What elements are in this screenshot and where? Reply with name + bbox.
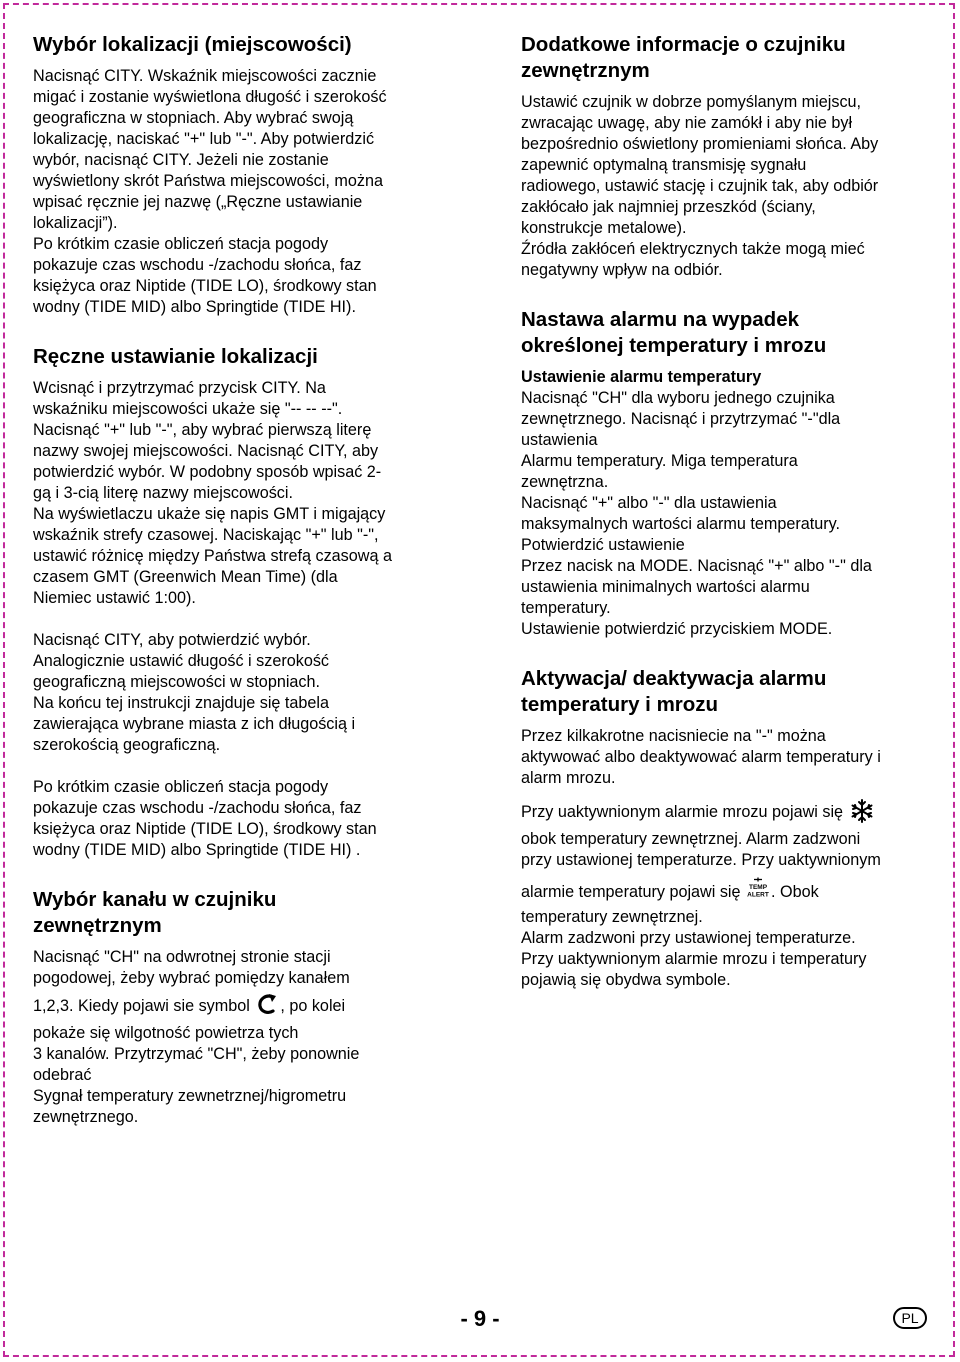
- alarm-activation-text-4: temperatury zewnętrznej. Alarm zadzwoni przy ustawionej temperaturze. Przy uaktywnionym alarmie mrozu i temperatury pojawią się obydwa symbole.: [521, 908, 867, 989]
- section-title-location-selection: Wybór lokalizacji (miejscowości): [33, 33, 352, 56]
- manual-location-text-3: Po krótkim czasie obliczeń stacja pogody pokazuje czas wschodu -/zachodu słońca, faz księżyca oraz Niptide (TIDE LO), środkowy stan wodny (TIDE MID) albo Springtide (TIDE HI) .: [33, 778, 377, 859]
- channel-selection-text-2b: , po kolei: [280, 997, 346, 1015]
- section-title-channel-selection: Wybór kanału w czujniku zewnętrznym: [33, 888, 277, 937]
- temp-alert-icon: [747, 877, 769, 907]
- alarm-activation-text-3: [521, 877, 941, 907]
- channel-scroll-arrow-icon: [256, 993, 278, 1023]
- section-title-sensor-info: Dodatkowe informacje o czujniku zewnętrznym: [521, 33, 846, 82]
- channel-selection-text-1: Nacisnąć "CH" na odwrotnej stronie stacji pogodowej, żeby wybrać pomiędzy kanałem: [33, 948, 350, 987]
- alarm-activation-text-3b: . Obok: [771, 883, 819, 901]
- alarm-setting-subtitle: Ustawienie alarmu temperatury: [521, 368, 762, 386]
- manual-location-text-1: Wcisnąć i przytrzymać przycisk CITY. Na wskaźniku miejscowości ukaże się "-- -- --". Nacisnąć "+" lub "-", aby wybrać pierwszą literę nazwy swojej miejscowości. Nacisnąć CITY, aby potwierdzić wybór. W podobny sposób wpisać 2- gą i 3-cią literę nazwy miejscowości. Na wyświetlaczu ukaże się napis GMT i migający wskaźnik strefy czasowej. Naciskając "+" lub "-", ustawić różnicę między Państwa strefą czasową a czasem GMT (Greenwich Mean Time) (dla Niemiec ustawić 1:00).: [33, 379, 392, 607]
- sensor-info-text: Ustawić czujnik w dobrze pomyślanym miejscu, zwracając uwagę, aby nie zamókł i aby nie był bezpośrednio oświetlony promieniami słońca. Aby zapewnić optymalną transmisję sygnału radiowego, ustawić stację i czujnik tak, aby odbiór zakłócało jak najmniej przeszkód (ściany, konstrukcje metalowe). Źródła zakłóceń elektrycznych także mogą mieć negatywny wpływ na odbiór.: [521, 93, 879, 279]
- alarm-activation-text-2a: Przy uaktywnionym alarmie mrozu pojawi się: [521, 803, 848, 821]
- snowflake-icon: [850, 799, 874, 829]
- page-number: - 9 -: [460, 1306, 500, 1331]
- channel-selection-text-3: pokaże się wilgotność powietrza tych 3 kanalów. Przytrzymać "CH", żeby ponownie odebrać Sygnał temperatury zewnetrznej/higrometru zewnętrznego.: [33, 1024, 360, 1126]
- temp-alert-icon-text-1: TEMP: [749, 884, 768, 891]
- alarm-activation-text-2b: obok temperatury zewnętrznej. Alarm zadzwoni przy ustawionej temperaturze. Przy uaktywnionym: [521, 830, 881, 869]
- manual-location-text-2: Nacisnąć CITY, aby potwierdzić wybór. Analogicznie ustawić długość i szerokość geograficzną miejscowości w stopniach. Na końcu tej instrukcji znajduje się tabela zawierająca wybrane miasta z ich długością i szerokością geograficzną.: [33, 631, 356, 754]
- section-title-manual-location: Ręczne ustawianie lokalizacji: [33, 345, 318, 368]
- language-badge: PL: [893, 1307, 927, 1329]
- location-selection-text-2: Po krótkim czasie obliczeń stacja pogody pokazuje czas wschodu -/zachodu słońca, faz księżyca oraz Niptide (TIDE LO), środkowy stan wodny (TIDE MID) albo Springtide (TIDE HI).: [33, 235, 377, 316]
- alarm-setting-text: Nacisnąć "CH" dla wyboru jednego czujnika zewnętrznego. Nacisnąć i przytrzymać "-"dla ustawienia Alarmu temperatury. Miga temperatura zewnętrzna. Nacisnąć "+" albo "-" dla ustawienia maksymalnych wartości alarmu temperatury. Potwierdzić ustawienie Przez nacisk na MODE. Nacisnąć "+" albo "-" dla ustawienia minimalnych wartości alarmu temperatury. Ustawienie potwierdzić przyciskiem MODE.: [521, 389, 872, 638]
- alarm-activation-text-2: [521, 799, 941, 871]
- section-title-alarm-setting: Nastawa alarmu na wypadek określonej temperatury i mrozu: [521, 308, 827, 357]
- left-column: [33, 32, 463, 1128]
- channel-selection-text-2: [33, 993, 463, 1023]
- temp-alert-icon-text-2: ALERT: [747, 891, 769, 899]
- alarm-activation-text-1: Przez kilkakrotne nacisniecie na "-" można aktywować albo deaktywować alarm temperatury i alarm mrozu.: [521, 727, 881, 787]
- channel-selection-text-2a: 1,2,3. Kiedy pojawi sie symbol: [33, 997, 255, 1015]
- right-column: [521, 32, 941, 991]
- section-title-alarm-activation: Aktywacja/ deaktywacja alarmu temperatury i mrozu: [521, 667, 827, 716]
- alarm-activation-text-3a: alarmie temperatury pojawi się: [521, 883, 746, 901]
- location-selection-text-1: Nacisnąć CITY. Wskaźnik miejscowości zacznie migać i zostanie wyświetlona długość i szerokość geograficzna w stopniach. Aby wybrać swoją lokalizację, naciskać "+" lub "-". Aby potwierdzić wybór, nacisnąć CITY. Jeżeli nie zostanie wyświetlony skrót Państwa miejscowości, można wpisać ręcznie jej nazwę („Ręczne ustawianie lokalizacji”).: [33, 67, 387, 232]
